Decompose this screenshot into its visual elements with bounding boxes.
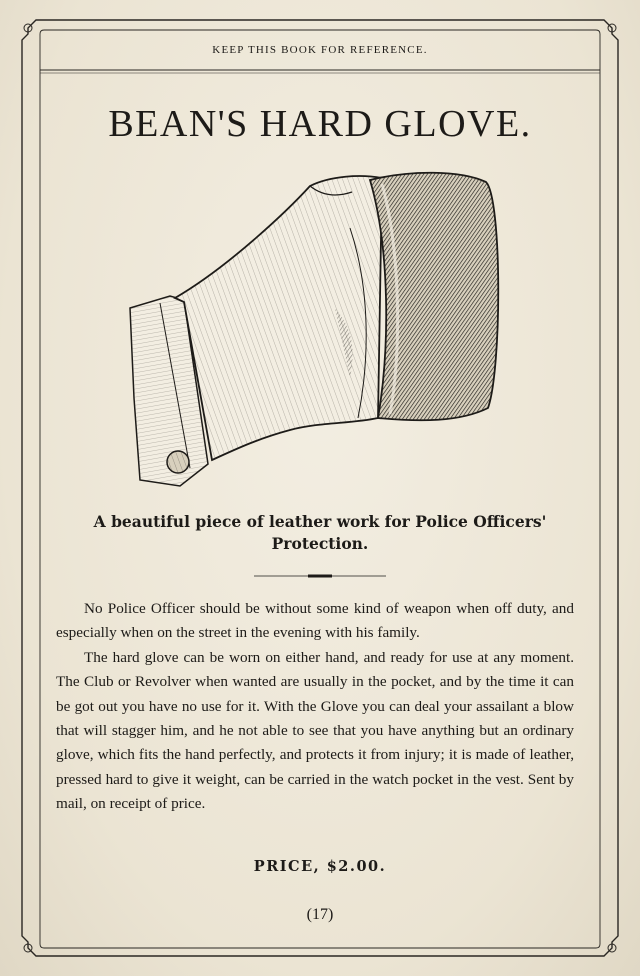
page-title: BEAN'S HARD GLOVE. bbox=[108, 103, 532, 145]
gloved-fist-illustration bbox=[120, 168, 510, 498]
caption-line-1: A beautiful piece of leather work for Police Officers' bbox=[93, 512, 547, 531]
paragraph-1: No Police Officer should be without some kind of weapon when off duty, and especially when on the street in the evening with his family. bbox=[56, 600, 574, 642]
caption-line-2: Protection. bbox=[271, 534, 369, 553]
page-number: (17) bbox=[306, 906, 334, 923]
paragraph-2: The hard glove can be worn on either hand, and ready for use at any moment. The Club or Revolver when wanted are usually in the pocket, and by the time it can be got out you have no use for it. With the Glove you can deal your assailant a blow that will stagger him, and he not able to see that you have anything but an ordinary glove, which fits the hand perfectly, and protects it from injury; it is made of leather, pressed hard to give it weight, can be carried in the watch pocket in the vest. Sent by mail, on receipt of price. bbox=[56, 648, 574, 813]
running-header: KEEP THIS BOOK FOR REFERENCE. bbox=[212, 44, 428, 56]
body-text bbox=[56, 597, 574, 817]
price: PRICE, $2.00. bbox=[253, 858, 387, 875]
caption bbox=[60, 511, 580, 555]
divider-ornament bbox=[254, 572, 386, 580]
